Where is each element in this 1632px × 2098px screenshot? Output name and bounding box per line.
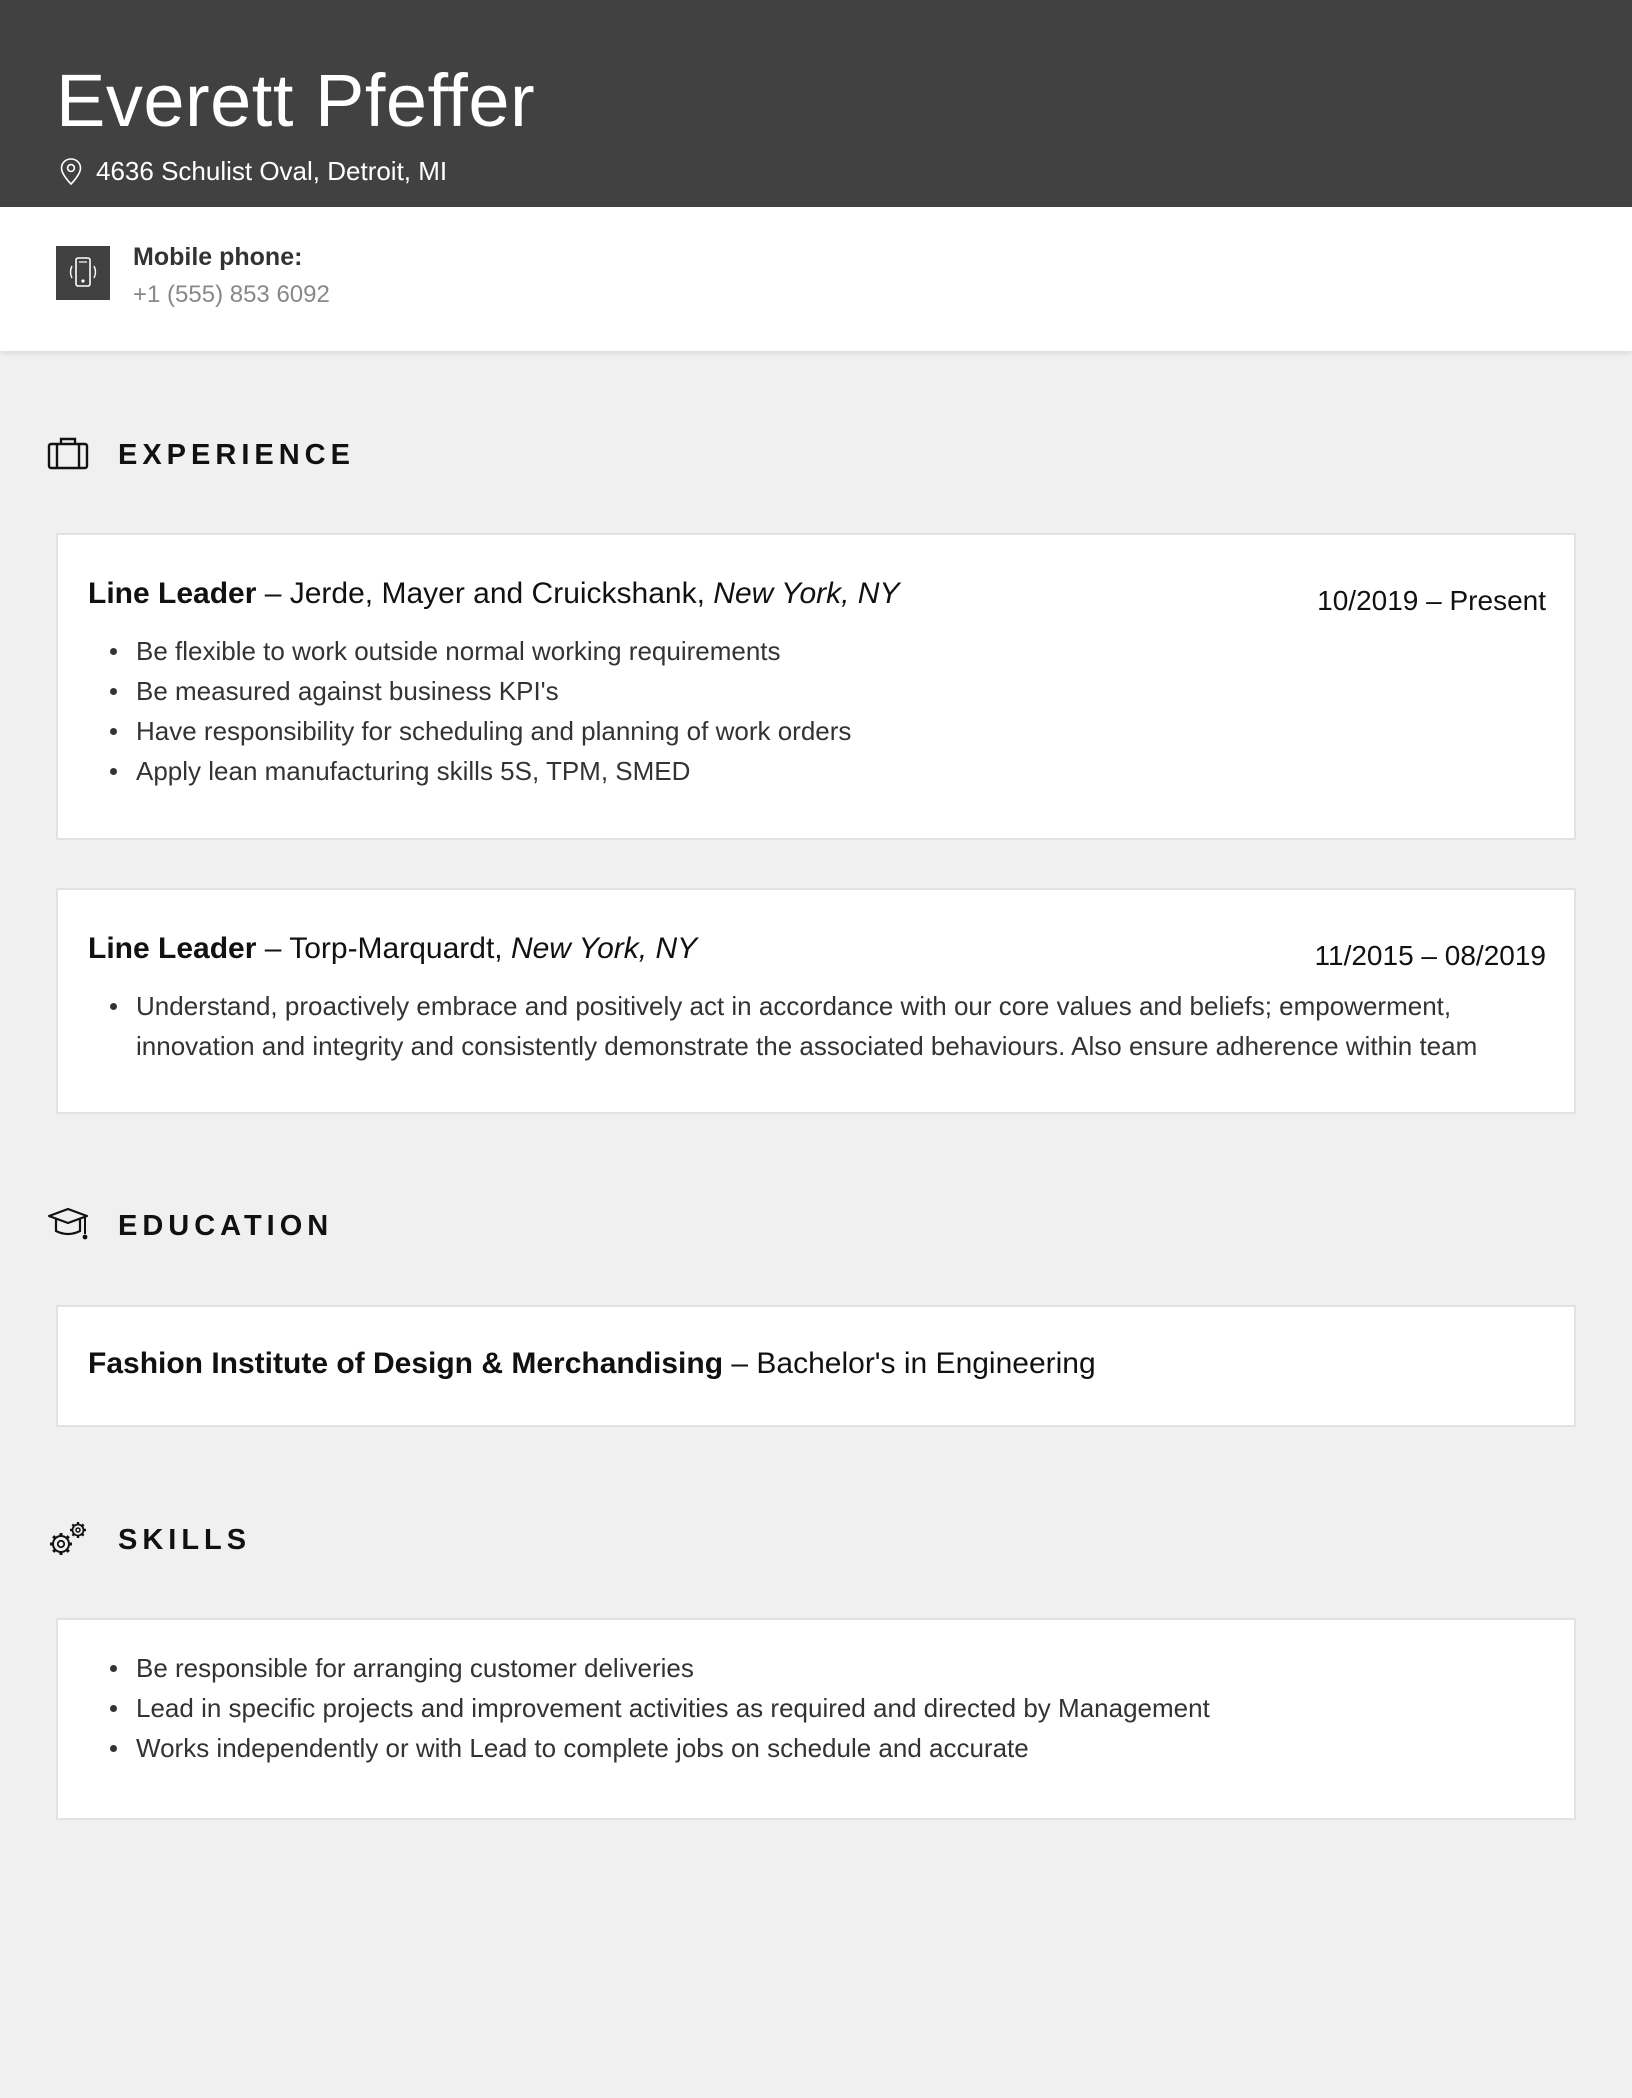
skills-card (56, 1618, 1576, 1820)
address-row (58, 156, 447, 187)
briefcase-icon (46, 433, 90, 477)
job-card (56, 533, 1576, 840)
separator: – (723, 1347, 757, 1380)
skills-list (136, 1648, 1514, 1768)
contact-bar (0, 207, 1632, 351)
address-text: 4636 Schulist Oval, Detroit, MI (96, 156, 448, 186)
gears-icon (46, 1518, 90, 1562)
job-title: Line Leader (88, 932, 257, 965)
school-name: Fashion Institute of Design & Merchandising (88, 1347, 724, 1380)
graduation-cap-icon (46, 1204, 90, 1248)
phone-label: Mobile phone: (133, 243, 303, 271)
candidate-name: Everett Pfeffer (56, 59, 536, 142)
job-bullets (136, 986, 1514, 1066)
experience-title: EXPERIENCE (118, 438, 355, 471)
list-item: Be flexible to work outside normal working requirements (136, 631, 1514, 671)
list-item: Lead in specific projects and improvement activities as required and directed by Management (136, 1688, 1514, 1728)
job-dates: 11/2015 – 08/2019 (1314, 940, 1546, 971)
education-heading (46, 1204, 333, 1248)
skills-heading (46, 1518, 251, 1562)
job-bullets (136, 631, 1514, 791)
separator: – (256, 577, 290, 610)
job-location: New York, NY (510, 932, 698, 965)
job-heading (88, 577, 899, 611)
separator: , (494, 932, 511, 965)
location-pin-icon (58, 157, 84, 187)
list-item: Understand, proactively embrace and positively act in accordance with our core values and beliefs; empowerment, innovation and integrity and consistently demonstrate the associated behaviours. Also ensure adherence within team (136, 986, 1514, 1066)
list-item: Works independently or with Lead to complete jobs on schedule and accurate (136, 1728, 1514, 1768)
job-location: New York, NY (713, 577, 900, 610)
job-company: Jerde, Mayer and Cruickshank (289, 577, 697, 610)
education-entry (88, 1347, 1096, 1381)
separator: , (696, 577, 714, 610)
job-card (56, 888, 1576, 1114)
experience-heading (46, 433, 355, 477)
education-card (56, 1305, 1576, 1427)
separator: – (256, 932, 290, 965)
list-item: Apply lean manufacturing skills 5S, TPM, SMED (136, 751, 1514, 791)
job-heading (88, 932, 697, 966)
job-dates: 10/2019 – Present (1317, 585, 1546, 616)
list-item: Be responsible for arranging customer deliveries (136, 1648, 1514, 1688)
education-title: EDUCATION (118, 1209, 334, 1242)
list-item: Have responsibility for scheduling and planning of work orders (136, 711, 1514, 751)
job-company: Torp-Marquardt (289, 932, 495, 965)
resume-header (0, 0, 1632, 207)
mobile-phone-icon (56, 246, 110, 300)
list-item: Be measured against business KPI's (136, 671, 1514, 711)
phone-value[interactable]: +1 (555) 853 6092 (133, 281, 330, 308)
degree: Bachelor's in Engineering (756, 1347, 1096, 1380)
skills-title: SKILLS (118, 1523, 252, 1556)
job-title: Line Leader (88, 577, 257, 610)
